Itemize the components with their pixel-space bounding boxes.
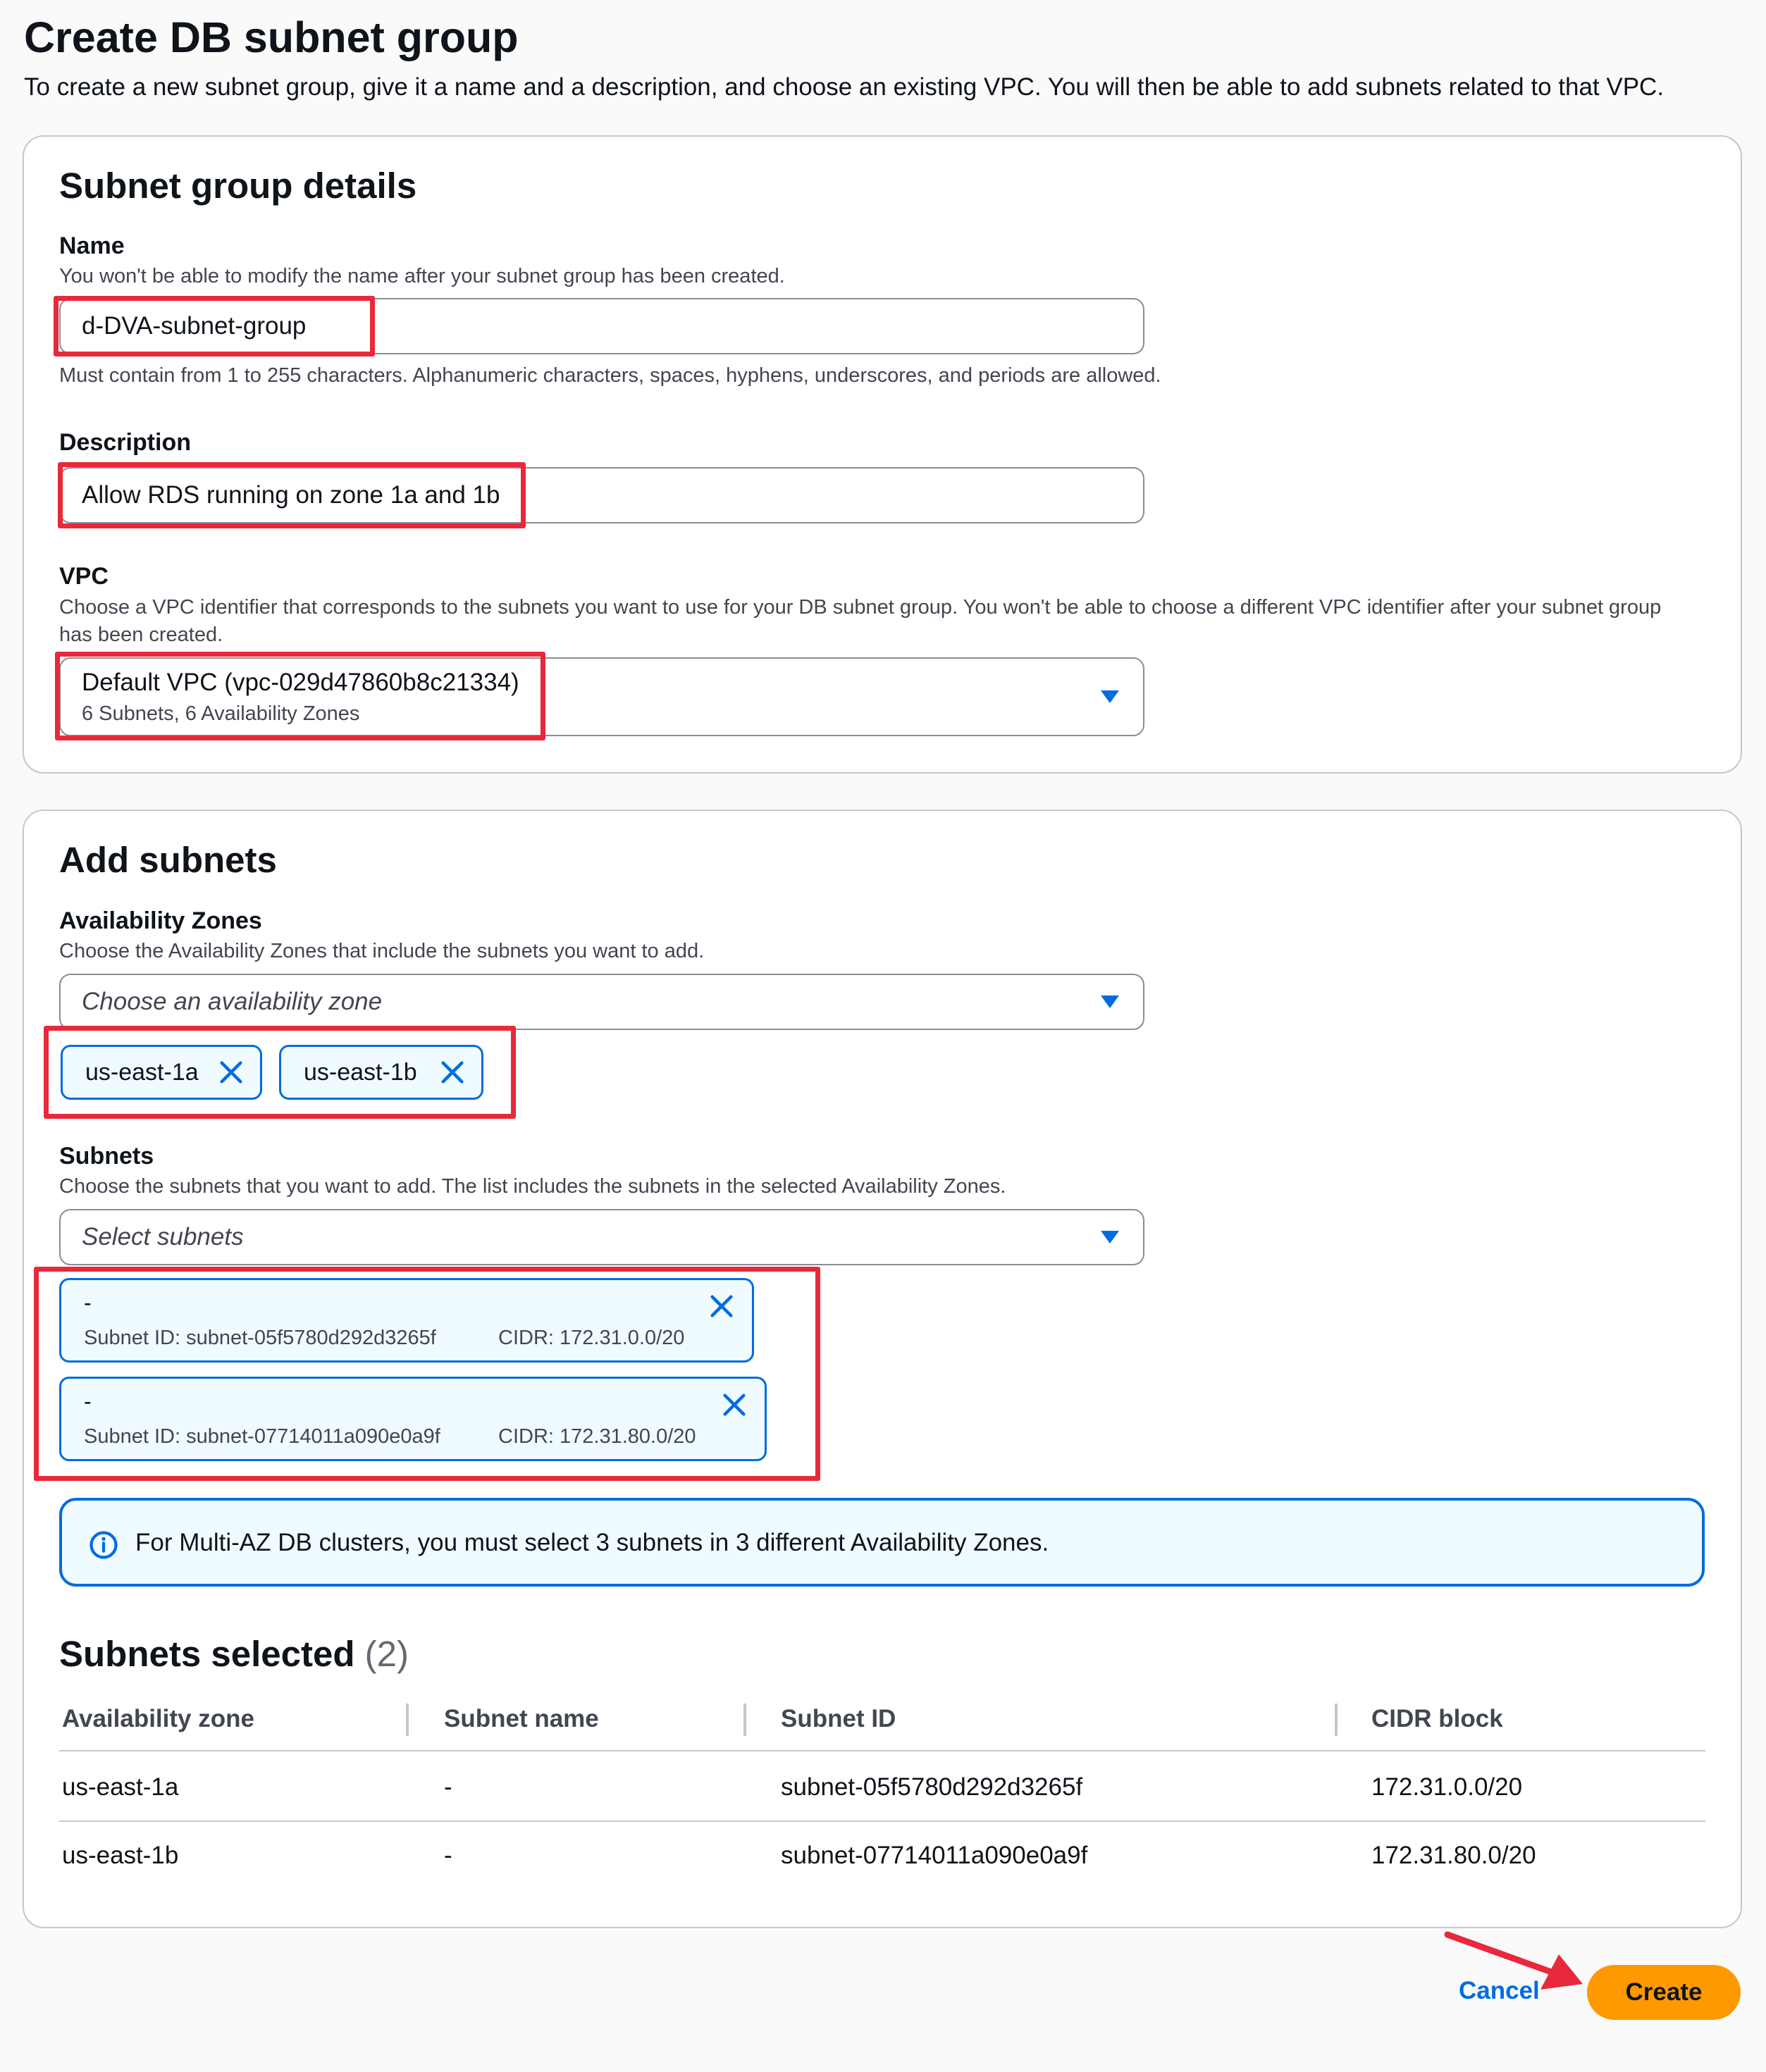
vpc-select-subtext: 6 Subnets, 6 Availability Zones bbox=[82, 702, 360, 725]
name-constraint: Must contain from 1 to 255 characters. Alphanumeric characters, spaces, hyphens, underscores, and periods are allowed. bbox=[59, 364, 1161, 387]
create-button[interactable]: Create bbox=[1587, 1965, 1741, 2020]
vpc-select[interactable] bbox=[59, 657, 1144, 736]
caret-down-icon bbox=[1101, 995, 1119, 1008]
subnets-label: Subnets bbox=[59, 1143, 154, 1170]
page-title: Create DB subnet group bbox=[24, 13, 519, 61]
add-subnets-heading: Add subnets bbox=[59, 840, 277, 880]
close-icon[interactable] bbox=[708, 1293, 735, 1320]
subnets-select-placeholder: Select subnets bbox=[82, 1223, 244, 1251]
vpc-description: Choose a VPC identifier that corresponds to the subnets you want to use for your DB subnet group. You won't be able to choose a different VPC identifier after your subnet group has been created. bbox=[59, 596, 1662, 646]
table-row-divider bbox=[59, 1820, 1705, 1822]
cell-availability-zone: us-east-1a bbox=[62, 1773, 179, 1801]
cell-subnet-name: - bbox=[444, 1842, 452, 1869]
subnet-token bbox=[59, 1377, 767, 1461]
cell-subnet-name: - bbox=[444, 1773, 452, 1801]
cell-availability-zone: us-east-1b bbox=[62, 1842, 179, 1869]
close-icon[interactable] bbox=[439, 1059, 466, 1086]
cell-cidr-block: 172.31.80.0/20 bbox=[1371, 1842, 1536, 1869]
column-divider[interactable] bbox=[1335, 1704, 1338, 1736]
description-input-value: Allow RDS running on zone 1a and 1b bbox=[82, 481, 500, 509]
az-token-label: us-east-1b bbox=[304, 1058, 417, 1086]
info-alert bbox=[59, 1498, 1705, 1587]
subnets-selected-count: (2) bbox=[364, 1634, 409, 1674]
az-token-label: us-east-1a bbox=[85, 1058, 199, 1086]
cell-cidr-block: 172.31.0.0/20 bbox=[1371, 1773, 1523, 1801]
close-icon[interactable] bbox=[218, 1059, 245, 1086]
details-heading: Subnet group details bbox=[59, 166, 417, 206]
description-input[interactable] bbox=[59, 467, 1144, 523]
vpc-select-value: Default VPC (vpc-029d47860b8c21334) bbox=[82, 668, 519, 696]
vpc-label: VPC bbox=[59, 563, 109, 590]
name-label: Name bbox=[59, 232, 125, 259]
cancel-button[interactable]: Cancel bbox=[1459, 1977, 1540, 2004]
az-select[interactable] bbox=[59, 974, 1144, 1030]
az-description: Choose the Availability Zones that include the subnets you want to add. bbox=[59, 940, 705, 962]
close-icon[interactable] bbox=[721, 1391, 748, 1418]
subnet-token-cidr: CIDR: 172.31.0.0/20 bbox=[498, 1327, 685, 1349]
column-header-cidr-block[interactable]: CIDR block bbox=[1371, 1705, 1503, 1732]
column-divider[interactable] bbox=[743, 1704, 746, 1736]
cell-subnet-id: subnet-07714011a090e0a9f bbox=[781, 1842, 1088, 1869]
name-input-value: d-DVA-subnet-group bbox=[82, 312, 307, 340]
page-description: To create a new subnet group, give it a name and a description, and choose an existing VPC. You will then be able to add subnets related to that VPC. bbox=[24, 73, 1665, 101]
info-icon bbox=[89, 1530, 118, 1560]
name-input[interactable] bbox=[59, 298, 1144, 354]
cell-subnet-id: subnet-05f5780d292d3265f bbox=[781, 1773, 1083, 1801]
column-header-subnet-id[interactable]: Subnet ID bbox=[781, 1705, 896, 1732]
caret-down-icon bbox=[1101, 1231, 1119, 1243]
name-description: You won't be able to modify the name after your subnet group has been created. bbox=[59, 265, 785, 287]
az-token bbox=[279, 1045, 483, 1100]
subnet-token-name: - bbox=[84, 1389, 92, 1414]
info-alert-text: For Multi-AZ DB clusters, you must select 3 subnets in 3 different Availability Zones. bbox=[135, 1529, 1049, 1556]
subnets-description: Choose the subnets that you want to add. The list includes the subnets in the selected Availability Zones. bbox=[59, 1175, 1006, 1198]
az-select-placeholder: Choose an availability zone bbox=[82, 988, 383, 1015]
subnet-token-id: Subnet ID: subnet-07714011a090e0a9f bbox=[84, 1425, 440, 1448]
annotation-arrow-icon bbox=[1438, 1923, 1607, 2008]
table-header-divider bbox=[59, 1750, 1705, 1751]
subnets-select[interactable] bbox=[59, 1209, 1144, 1265]
subnet-token-name: - bbox=[84, 1290, 92, 1315]
subnet-token-cidr: CIDR: 172.31.80.0/20 bbox=[498, 1425, 696, 1448]
column-header-availability-zone[interactable]: Availability zone bbox=[62, 1705, 254, 1732]
az-label: Availability Zones bbox=[59, 907, 262, 934]
subnets-selected-title: Subnets selected bbox=[59, 1634, 355, 1674]
description-label: Description bbox=[59, 429, 192, 456]
az-token bbox=[61, 1045, 262, 1100]
column-header-subnet-name[interactable]: Subnet name bbox=[444, 1705, 599, 1732]
subnet-token bbox=[59, 1278, 754, 1363]
subnets-selected-heading bbox=[59, 1633, 409, 1675]
column-divider[interactable] bbox=[406, 1704, 409, 1736]
subnet-token-id: Subnet ID: subnet-05f5780d292d3265f bbox=[84, 1327, 436, 1349]
caret-down-icon bbox=[1101, 690, 1119, 703]
